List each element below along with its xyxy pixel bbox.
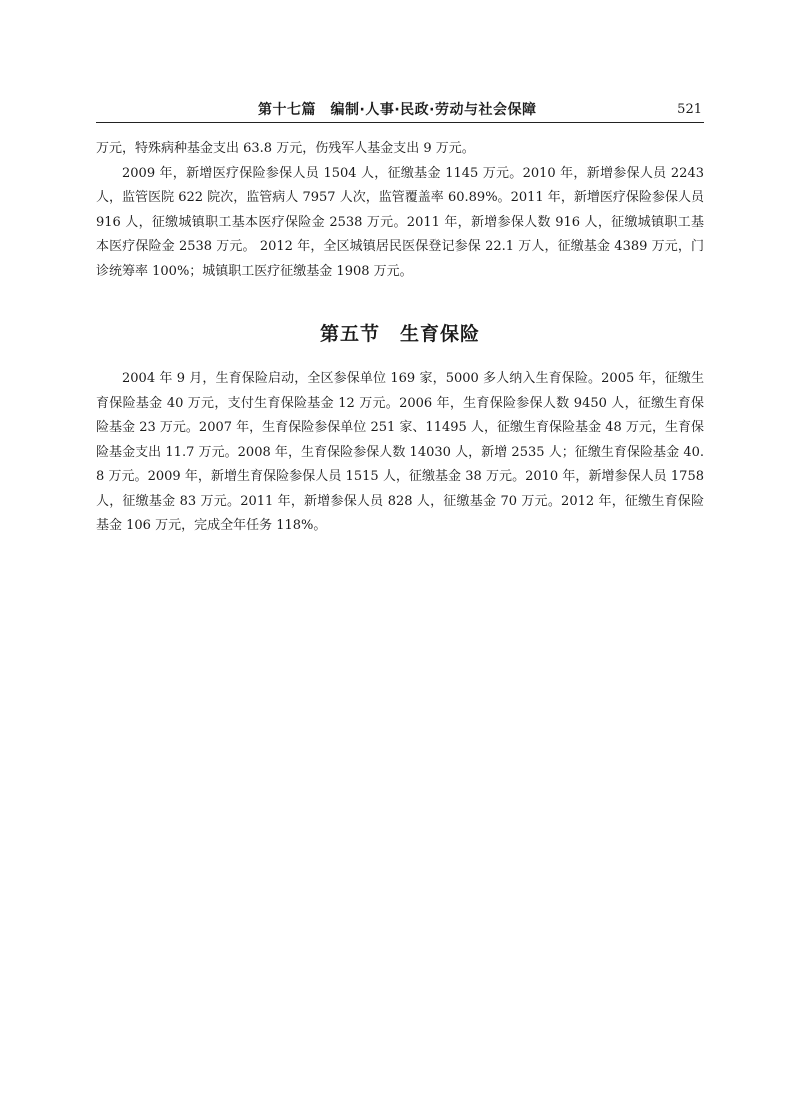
paragraph: 2004 年 9 月，生育保险启动，全区参保单位 169 家，5000 多人纳入生育保险。2005 年，征缴生育保险基金 40 万元，支付生育保险基金 12 万元。2006 年，生育保险参保人数 9450 人，征缴生育保险基金 23 万元。2007 年，生育保险参保单位 251 家、11495 人，征缴生育保险基金 48 万元，生育保险基金支出 11.7 万元。2008 年，生育保险参保人数 14030 人，新增 2535 人；征缴生育保险基金 40.8 万元。2009 年，新增生育保险参保人员 1515 人，征缴基金 38 万元。2010 年，新增参保人员 1758 人，征缴基金 83 万元。2011 年，新增参保人员 828 人，征缴基金 70 万元。2012 年，征缴生育保险基金 106 万元，完成全年任务 118%。 <box>96 371 704 533</box>
paragraph: 2009 年，新增医疗保险参保人员 1504 人，征缴基金 1145 万元。2010 年，新增参保人员 2243 人，监管医院 622 院次，监管病人 7957 人次，监管覆盖率 60.89%。2011 年，新增医疗保险参保人员 916 人，征缴城镇职工基本医疗保险金 2538 万元。2011 年，新增参保人数 916 人，征缴城镇职工基本医疗保险金 2538 万元。 2012 年，全区城镇居民医保登记参保 22.1 万人，征缴基金 4389 万元，门诊统筹率 100%；城镇职工医疗征缴基金 1908 万元。 <box>96 165 704 279</box>
running-header <box>96 100 704 123</box>
section-body <box>96 367 704 539</box>
section-heading: 第五节 生育保险 <box>319 323 480 345</box>
continued-paragraph: 万元，特殊病种基金支出 63.8 万元，伤残军人基金支出 9 万元。 <box>96 141 475 156</box>
header-title: 第十七篇 编制·人事·民政·劳动与社会保障 <box>258 102 537 118</box>
page-number: 521 <box>677 102 702 117</box>
previous-section-body <box>96 137 704 284</box>
